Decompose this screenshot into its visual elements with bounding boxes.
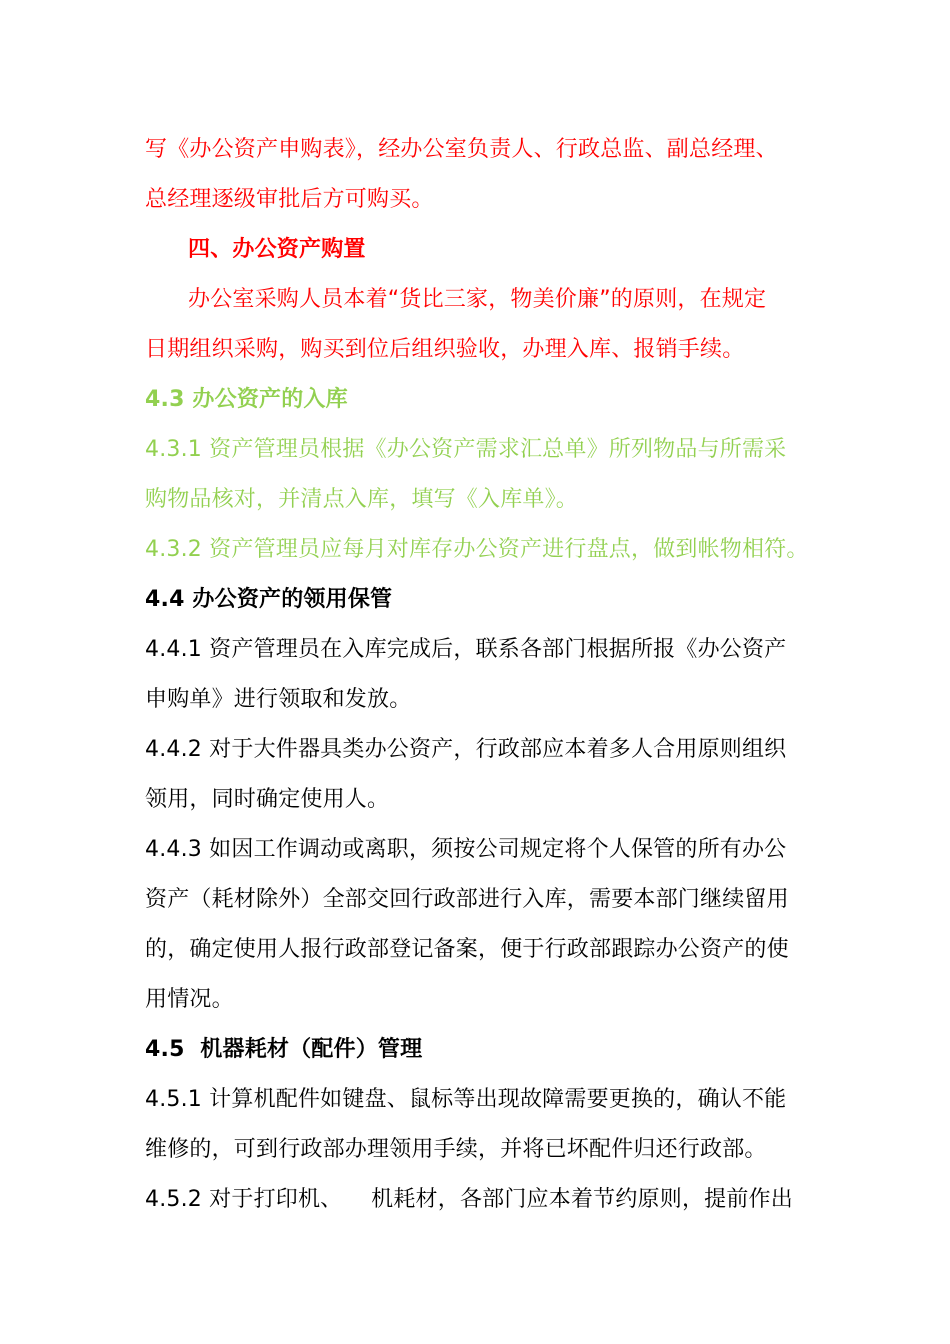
section-heading: 四、办公资产购置 bbox=[188, 237, 366, 262]
subsection-heading: 4.4 办公资产的领用保管 bbox=[145, 587, 393, 612]
paragraph-line: 总经理逐级审批后方可购买。 bbox=[145, 187, 434, 212]
paragraph-line: 用情况。 bbox=[145, 987, 234, 1012]
subsection-heading: 4.5 机器耗材（配件）管理 bbox=[145, 1037, 423, 1062]
paragraph-line: 4.5.1 计算机配件如键盘、鼠标等出现故障需要更换的，确认不能 bbox=[145, 1087, 787, 1112]
paragraph-line: 4.5.2 对于打印机、 机耗材，各部门应本着节约原则，提前作出 bbox=[145, 1187, 793, 1212]
paragraph-line: 资产（耗材除外）全部交回行政部进行入库，需要本部门继续留用 bbox=[145, 887, 789, 912]
paragraph-line: 日期组织采购，购买到位后组织验收，办理入库、报销手续。 bbox=[145, 337, 745, 362]
paragraph-line: 购物品核对，并清点入库，填写《入库单》。 bbox=[145, 487, 579, 512]
paragraph-line: 4.3.1 资产管理员根据《办公资产需求汇总单》所列物品与所需采 bbox=[145, 437, 787, 462]
paragraph-line: 维修的，可到行政部办理领用手续，并将已坏配件归还行政部。 bbox=[145, 1137, 767, 1162]
paragraph-line: 办公室采购人员本着“货比三家，物美价廉”的原则，在规定 bbox=[188, 287, 767, 312]
paragraph-line: 的，确定使用人报行政部登记备案，便于行政部跟踪办公资产的使 bbox=[145, 937, 789, 962]
paragraph-line: 写《办公资产申购表》，经办公室负责人、行政总监、副总经理、 bbox=[145, 137, 778, 162]
paragraph-line: 4.4.1 资产管理员在入库完成后，联系各部门根据所报《办公资产 bbox=[145, 637, 787, 662]
paragraph-line: 4.3.2 资产管理员应每月对库存办公资产进行盘点，做到帐物相符。 bbox=[145, 537, 809, 562]
subsection-heading: 4.3 办公资产的入库 bbox=[145, 387, 348, 412]
paragraph-line: 领用，同时确定使用人。 bbox=[145, 787, 390, 812]
paragraph-line: 4.4.3 如因工作调动或离职，须按公司规定将个人保管的所有办公 bbox=[145, 837, 787, 862]
paragraph-line: 申购单》进行领取和发放。 bbox=[145, 687, 412, 712]
paragraph-line: 4.4.2 对于大件器具类办公资产，行政部应本着多人合用原则组织 bbox=[145, 737, 787, 762]
